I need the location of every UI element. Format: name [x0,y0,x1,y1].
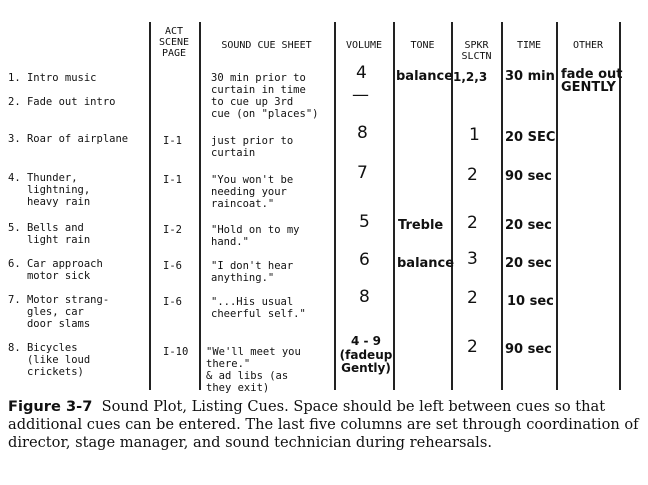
column-divider [556,22,558,390]
page-ref: I-6 [163,260,182,272]
speaker-value: 1 [469,125,480,145]
cue-label: 2. Fade out intro [8,96,116,108]
volume-value: 6 [359,250,370,270]
figure-caption [8,398,640,452]
tone-value: balance [397,256,455,271]
volume-value: 4 [356,63,367,83]
time-value: 20 SEC [505,130,556,145]
cue-sheet-text: just prior to curtain [211,135,294,159]
column-divider [501,22,503,390]
column-divider [334,22,336,390]
column-divider [149,22,151,390]
cue-label: 5. Bells and light rain [8,222,91,246]
figure-caption-text: Sound Plot, Listing Cues. Space should be left between cues so that additional cues can be entered. The last five columns are set through coordination of director, stage manager, and sound technician during rehearsals. [8,398,639,451]
header-spkr-slctn: SPKR SLCTN [461,40,492,62]
cue-sheet-text: "You won't be needing your raincoat." [211,174,294,210]
cue-sheet-text: "We'll meet you there." & ad libs (as they exit) [206,346,301,394]
figure-label: Figure 3-7 [8,398,93,415]
volume-value: 5 [359,212,370,232]
header-other: OTHER [572,40,604,51]
cue-sheet-text: "Hold on to my hand." [211,224,300,248]
page-ref: I-2 [163,224,182,236]
cue-sheet-text: "I don't hear anything." [211,260,294,284]
header-sound-cue-sheet: SOUND CUE SHEET [221,40,312,51]
speaker-value: 2 [467,288,478,308]
header-act-scene-page: ACT SCENE PAGE [158,26,190,59]
cue-label: 8. Bicycles (like loud crickets) [8,342,91,378]
page-ref: I-10 [163,346,189,358]
cue-label: 3. Roar of airplane [8,133,129,145]
other-value: fade out GENTLY [561,67,623,95]
speaker-value: 3 [467,249,478,269]
page-ref: I-1 [163,135,182,147]
volume-value: 7 [357,163,368,183]
header-tone: TONE [410,40,435,51]
page-ref: I-6 [163,296,182,308]
cue-label: 7. Motor strang- gles, car door slams [8,294,110,330]
speaker-value: 1,2,3 [453,70,488,84]
volume-value: 8 [359,287,370,307]
volume-value: 4 - 9 (fadeup Gently) [339,334,393,375]
time-value: 30 min [505,69,555,84]
speaker-value: 2 [467,213,478,233]
volume-value: 8 [357,123,368,143]
time-value: 90 sec [505,169,552,184]
header-volume: VOLUME [345,40,383,51]
header-time: TIME [516,40,542,51]
tone-value: Treble [398,218,444,233]
cue-label: 1. Intro music [8,72,97,84]
time-value: 20 sec [505,218,552,233]
tone-value: balance [396,69,454,84]
cue-sheet-text: 30 min prior to curtain in time to cue up 3rd cue (on "places") [211,72,319,120]
cue-label: 6. Car approach motor sick [8,258,103,282]
speaker-value: 2 [467,337,478,357]
page-ref: I-1 [163,174,182,186]
time-value: 10 sec [507,294,554,309]
volume-value: — [352,85,369,105]
cue-sheet-text: "...His usual cheerful self." [211,296,306,320]
column-divider [199,22,201,390]
time-value: 20 sec [505,256,552,271]
cue-label: 4. Thunder, lightning, heavy rain [8,172,91,208]
time-value: 90 sec [505,342,552,357]
speaker-value: 2 [467,165,478,185]
